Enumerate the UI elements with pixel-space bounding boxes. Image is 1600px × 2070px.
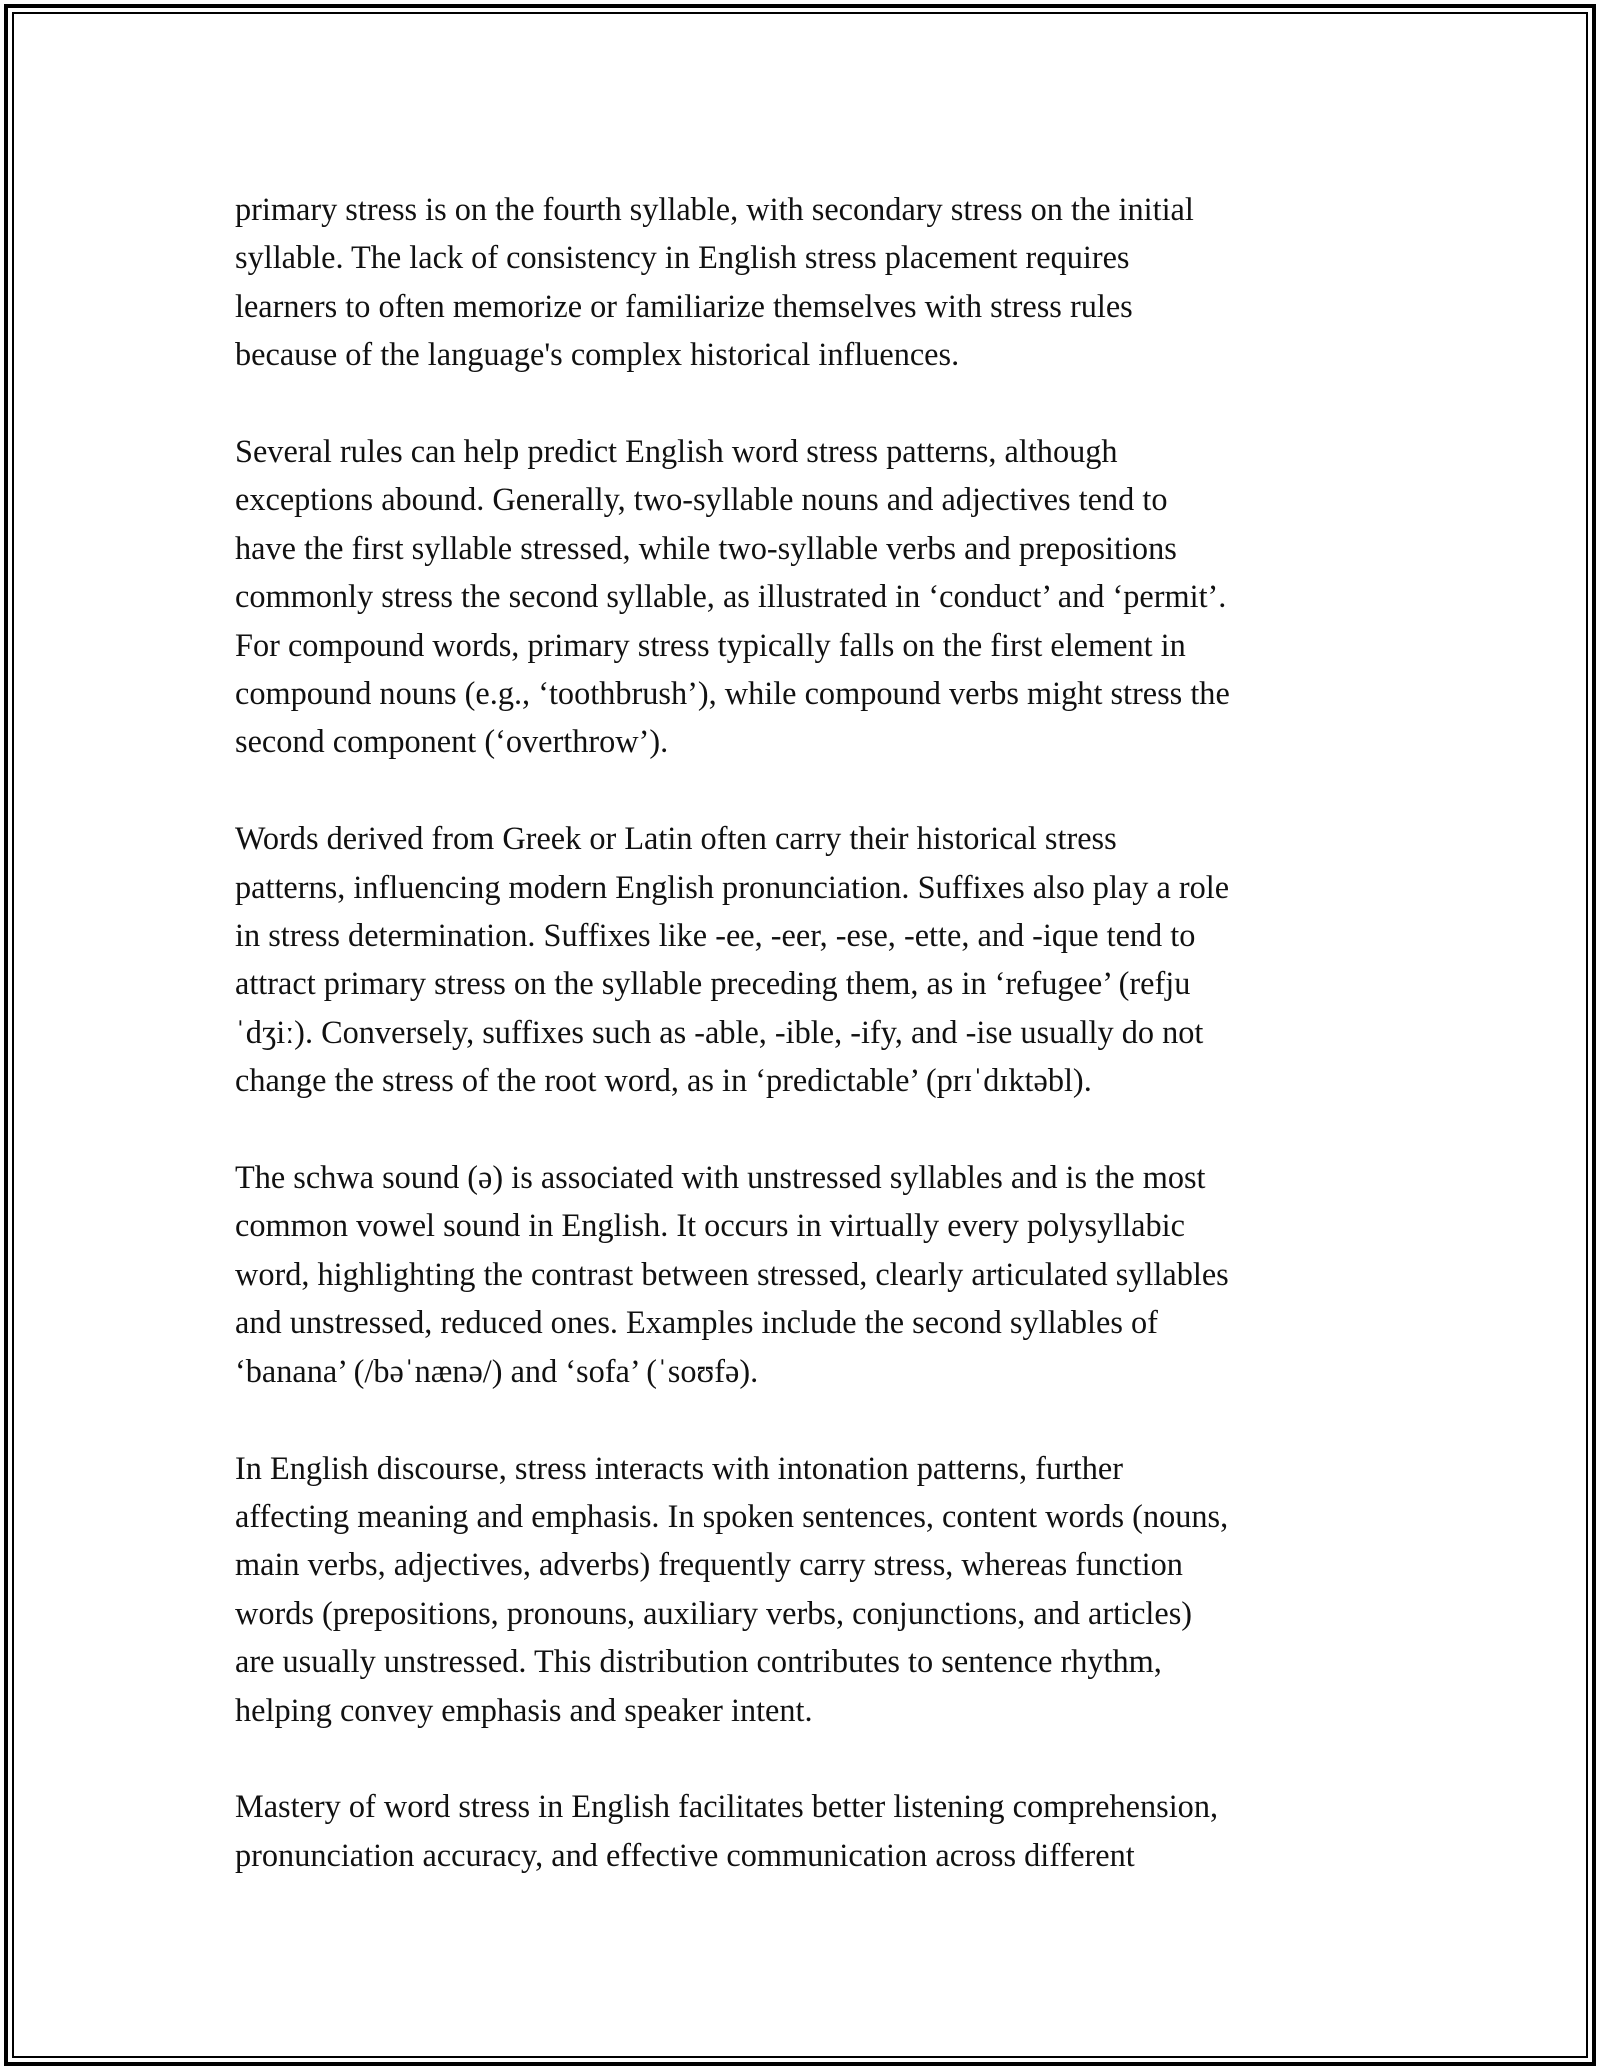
paragraph-suffixes: Words derived from Greek or Latin often carry their historical stress patterns, influencing modern English pronunciation. Suffixes also play a role in stress determination. Suffixes like -ee, -eer, -ese, -ette, and -ique tend to attract primary stress on the syllable preceding them, as in ‘refugee’ (refju ˈdʒiː). Conversely, suffixes such as -able, -ible, -ify, and -ise usually do not change the stress of the root word, as in ‘predictable’ (prɪˈdɪktəbl).: [235, 820, 1230, 1099]
paragraph-schwa: The schwa sound (ə) is associated with unstressed syllables and is the most common vowel sound in English. It occurs in virtually every polysyllabic word, highlighting the contrast between stressed, clearly articulated syllables and unstressed, reduced ones. Examples include the second syllables of ‘banana’ (/bəˈnænə/) and ‘sofa’ (ˈsoʊfə).: [235, 1159, 1229, 1389]
paragraph-mastery: Mastery of word stress in English facilitates better listening comprehension, pronunciation accuracy, and effective communication across different: [235, 1788, 1219, 1873]
paragraph-stress-consistency: primary stress is on the fourth syllable, with secondary stress on the initial syllable. The lack of consistency in English stress placement requires learners to often memorize or familiarize themselves with stress rules because of the language's complex historical influences.: [235, 191, 1194, 373]
paragraph-stress-rules: Several rules can help predict English word stress patterns, although exceptions abound. Generally, two-syllable nouns and adjectives tend to have the first syllable stressed, while two-syllable verbs and prepositions commonly stress the second syllable, as illustrated in ‘conduct’ and ‘permit’. For compound words, primary stress typically falls on the first element in compound nouns (e.g., ‘toothbrush’), while compound verbs might stress the second component (‘overthrow’).: [235, 433, 1230, 760]
paragraph-discourse-stress: In English discourse, stress interacts with intonation patterns, further affecting meaning and emphasis. In spoken sentences, content words (nouns, main verbs, adjectives, adverbs) frequently carry stress, whereas function words (prepositions, pronouns, auxiliary verbs, conjunctions, and articles) are usually unstressed. This distribution contributes to sentence rhythm, helping convey emphasis and speaker intent.: [235, 1449, 1229, 1728]
document-body: [235, 185, 1380, 1879]
